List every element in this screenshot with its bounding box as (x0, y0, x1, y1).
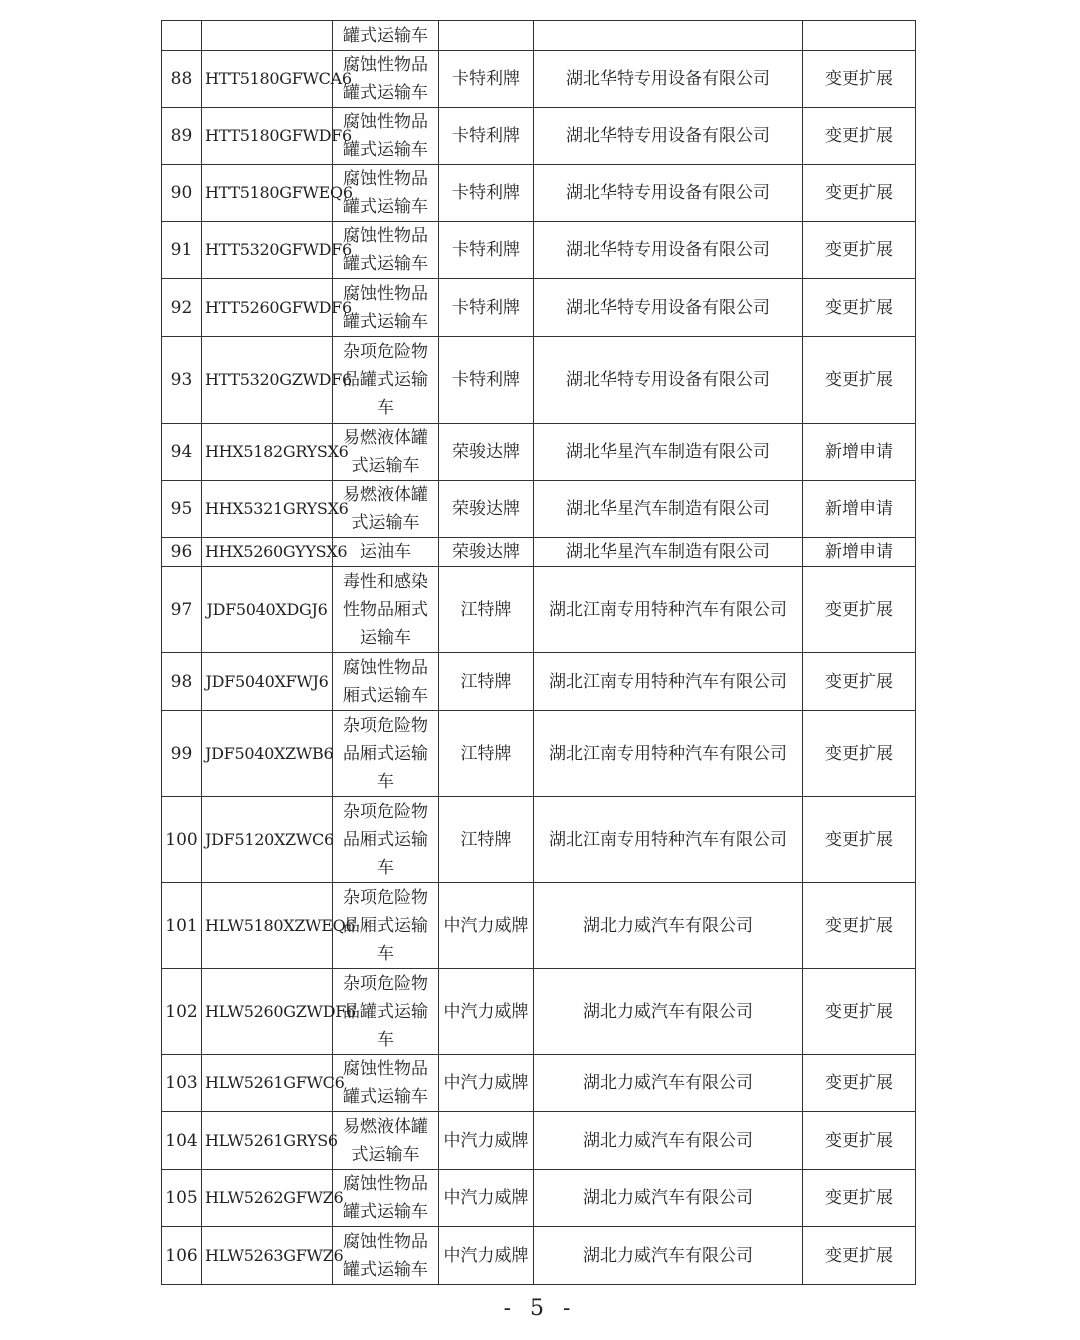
vehicle-name-cell: 杂项危险物品厢式运输车 (333, 711, 439, 797)
table-row (162, 222, 916, 279)
table-row-continued (162, 21, 916, 51)
brand-cell: 卡特利牌 (439, 222, 534, 279)
company-cell: 湖北华星汽车制造有限公司 (534, 424, 803, 481)
table-row (162, 1227, 916, 1285)
table-row (162, 108, 916, 165)
no-cell: 103 (162, 1055, 202, 1112)
status-cell: 变更扩展 (803, 1170, 916, 1227)
brand-cell: 江特牌 (439, 797, 534, 883)
brand-cell: 荣骏达牌 (439, 481, 534, 538)
model-cell: HLW5261GRYS6 (202, 1112, 333, 1170)
status-cell: 变更扩展 (803, 711, 916, 797)
model-cell: HLW5180XZWEQ6 (202, 883, 333, 969)
company-cell: 湖北江南专用特种汽车有限公司 (534, 797, 803, 883)
model-cell: HLW5261GFWC6 (202, 1055, 333, 1112)
table-row (162, 51, 916, 108)
table-row (162, 883, 916, 969)
company-cell: 湖北江南专用特种汽车有限公司 (534, 567, 803, 653)
table-row (162, 481, 916, 538)
vehicle-name-cell: 腐蚀性物品罐式运输车 (333, 279, 439, 337)
model-cell: HTT5180GFWEQ6 (202, 165, 333, 222)
vehicle-name-cell: 腐蚀性物品罐式运输车 (333, 108, 439, 165)
company-cell: 湖北江南专用特种汽车有限公司 (534, 653, 803, 711)
table-row (162, 969, 916, 1055)
table-row (162, 653, 916, 711)
no-cell: 105 (162, 1170, 202, 1227)
no-cell: 97 (162, 567, 202, 653)
vehicle-name-cell: 腐蚀性物品罐式运输车 (333, 1227, 439, 1285)
table-row (162, 1112, 916, 1170)
status-cell (803, 21, 916, 51)
brand-cell (439, 21, 534, 51)
brand-cell: 卡特利牌 (439, 337, 534, 424)
company-cell: 湖北力威汽车有限公司 (534, 969, 803, 1055)
model-cell: JDF5120XZWC6 (202, 797, 333, 883)
brand-cell: 中汽力威牌 (439, 1112, 534, 1170)
company-cell: 湖北华特专用设备有限公司 (534, 108, 803, 165)
no-cell: 100 (162, 797, 202, 883)
status-cell: 变更扩展 (803, 1112, 916, 1170)
model-cell: HHX5182GRYSX6 (202, 424, 333, 481)
brand-cell: 江特牌 (439, 711, 534, 797)
brand-cell: 中汽力威牌 (439, 1170, 534, 1227)
table-row (162, 1170, 916, 1227)
vehicle-name-cell: 腐蚀性物品罐式运输车 (333, 51, 439, 108)
brand-cell: 江特牌 (439, 653, 534, 711)
company-cell (534, 21, 803, 51)
no-cell: 90 (162, 165, 202, 222)
vehicle-name-cell: 腐蚀性物品罐式运输车 (333, 222, 439, 279)
vehicle-name-cell: 杂项危险物品厢式运输车 (333, 797, 439, 883)
status-cell: 变更扩展 (803, 337, 916, 424)
brand-cell: 荣骏达牌 (439, 538, 534, 567)
company-cell: 湖北力威汽车有限公司 (534, 1170, 803, 1227)
brand-cell: 卡特利牌 (439, 51, 534, 108)
no-cell: 93 (162, 337, 202, 424)
brand-cell: 中汽力威牌 (439, 969, 534, 1055)
status-cell: 新增申请 (803, 424, 916, 481)
company-cell: 湖北华星汽车制造有限公司 (534, 481, 803, 538)
status-cell: 变更扩展 (803, 797, 916, 883)
company-cell: 湖北江南专用特种汽车有限公司 (534, 711, 803, 797)
vehicle-name-cell: 易燃液体罐式运输车 (333, 1112, 439, 1170)
model-cell: HHX5260GYYSX6 (202, 538, 333, 567)
company-cell: 湖北力威汽车有限公司 (534, 1055, 803, 1112)
model-cell: JDF5040XZWB6 (202, 711, 333, 797)
brand-cell: 江特牌 (439, 567, 534, 653)
model-cell: HTT5320GZWDF6 (202, 337, 333, 424)
no-cell: 92 (162, 279, 202, 337)
model-cell: HTT5260GFWDF6 (202, 279, 333, 337)
vehicle-name-cell: 易燃液体罐式运输车 (333, 424, 439, 481)
vehicle-name-cell: 杂项危险物品厢式运输车 (333, 883, 439, 969)
vehicle-name-cell: 腐蚀性物品罐式运输车 (333, 1170, 439, 1227)
table-row (162, 797, 916, 883)
model-cell: JDF5040XDGJ6 (202, 567, 333, 653)
company-cell: 湖北力威汽车有限公司 (534, 1112, 803, 1170)
status-cell: 变更扩展 (803, 165, 916, 222)
no-cell (162, 21, 202, 51)
table-row (162, 165, 916, 222)
page-number: - 5 - (503, 1296, 577, 1321)
company-cell: 湖北力威汽车有限公司 (534, 883, 803, 969)
brand-cell: 卡特利牌 (439, 279, 534, 337)
status-cell: 变更扩展 (803, 653, 916, 711)
no-cell: 95 (162, 481, 202, 538)
table-row (162, 711, 916, 797)
status-cell: 变更扩展 (803, 222, 916, 279)
model-cell: HTT5180GFWDF6 (202, 108, 333, 165)
vehicle-name-cell: 腐蚀性物品罐式运输车 (333, 165, 439, 222)
model-cell: HHX5321GRYSX6 (202, 481, 333, 538)
vehicle-name-cell: 腐蚀性物品厢式运输车 (333, 653, 439, 711)
model-cell (202, 21, 333, 51)
table-row (162, 337, 916, 424)
company-cell: 湖北华特专用设备有限公司 (534, 165, 803, 222)
status-cell: 变更扩展 (803, 567, 916, 653)
vehicle-name-cell: 杂项危险物品罐式运输车 (333, 969, 439, 1055)
brand-cell: 中汽力威牌 (439, 1055, 534, 1112)
vehicle-name-cell: 毒性和感染性物品厢式运输车 (333, 567, 439, 653)
no-cell: 98 (162, 653, 202, 711)
model-cell: HLW5260GZWDF6 (202, 969, 333, 1055)
status-cell: 新增申请 (803, 538, 916, 567)
model-cell: HTT5180GFWCA6 (202, 51, 333, 108)
model-cell: HLW5263GFWZ6 (202, 1227, 333, 1285)
vehicle-name-cell: 易燃液体罐式运输车 (333, 481, 439, 538)
no-cell: 99 (162, 711, 202, 797)
status-cell: 变更扩展 (803, 1227, 916, 1285)
company-cell: 湖北华特专用设备有限公司 (534, 222, 803, 279)
company-cell: 湖北力威汽车有限公司 (534, 1227, 803, 1285)
model-cell: JDF5040XFWJ6 (202, 653, 333, 711)
brand-cell: 中汽力威牌 (439, 883, 534, 969)
brand-cell: 中汽力威牌 (439, 1227, 534, 1285)
status-cell: 新增申请 (803, 481, 916, 538)
status-cell: 变更扩展 (803, 279, 916, 337)
table-row (162, 538, 916, 567)
vehicle-name-cell: 运油车 (333, 538, 439, 567)
vehicle-name-cell: 杂项危险物品罐式运输车 (333, 337, 439, 424)
company-cell: 湖北华特专用设备有限公司 (534, 337, 803, 424)
no-cell: 91 (162, 222, 202, 279)
company-cell: 湖北华特专用设备有限公司 (534, 279, 803, 337)
table-row (162, 424, 916, 481)
brand-cell: 荣骏达牌 (439, 424, 534, 481)
vehicle-name-cell: 腐蚀性物品罐式运输车 (333, 1055, 439, 1112)
company-cell: 湖北华特专用设备有限公司 (534, 51, 803, 108)
table-row (162, 1055, 916, 1112)
company-cell: 湖北华星汽车制造有限公司 (534, 538, 803, 567)
model-cell: HTT5320GFWDF6 (202, 222, 333, 279)
status-cell: 变更扩展 (803, 969, 916, 1055)
table-row (162, 279, 916, 337)
no-cell: 89 (162, 108, 202, 165)
vehicle-table (161, 20, 916, 1285)
table-row (162, 567, 916, 653)
no-cell: 104 (162, 1112, 202, 1170)
no-cell: 88 (162, 51, 202, 108)
model-cell: HLW5262GFWZ6 (202, 1170, 333, 1227)
no-cell: 106 (162, 1227, 202, 1285)
status-cell: 变更扩展 (803, 108, 916, 165)
status-cell: 变更扩展 (803, 51, 916, 108)
vehicle-name-cell: 罐式运输车 (333, 21, 439, 51)
no-cell: 94 (162, 424, 202, 481)
no-cell: 101 (162, 883, 202, 969)
brand-cell: 卡特利牌 (439, 108, 534, 165)
status-cell: 变更扩展 (803, 1055, 916, 1112)
brand-cell: 卡特利牌 (439, 165, 534, 222)
no-cell: 102 (162, 969, 202, 1055)
no-cell: 96 (162, 538, 202, 567)
status-cell: 变更扩展 (803, 883, 916, 969)
